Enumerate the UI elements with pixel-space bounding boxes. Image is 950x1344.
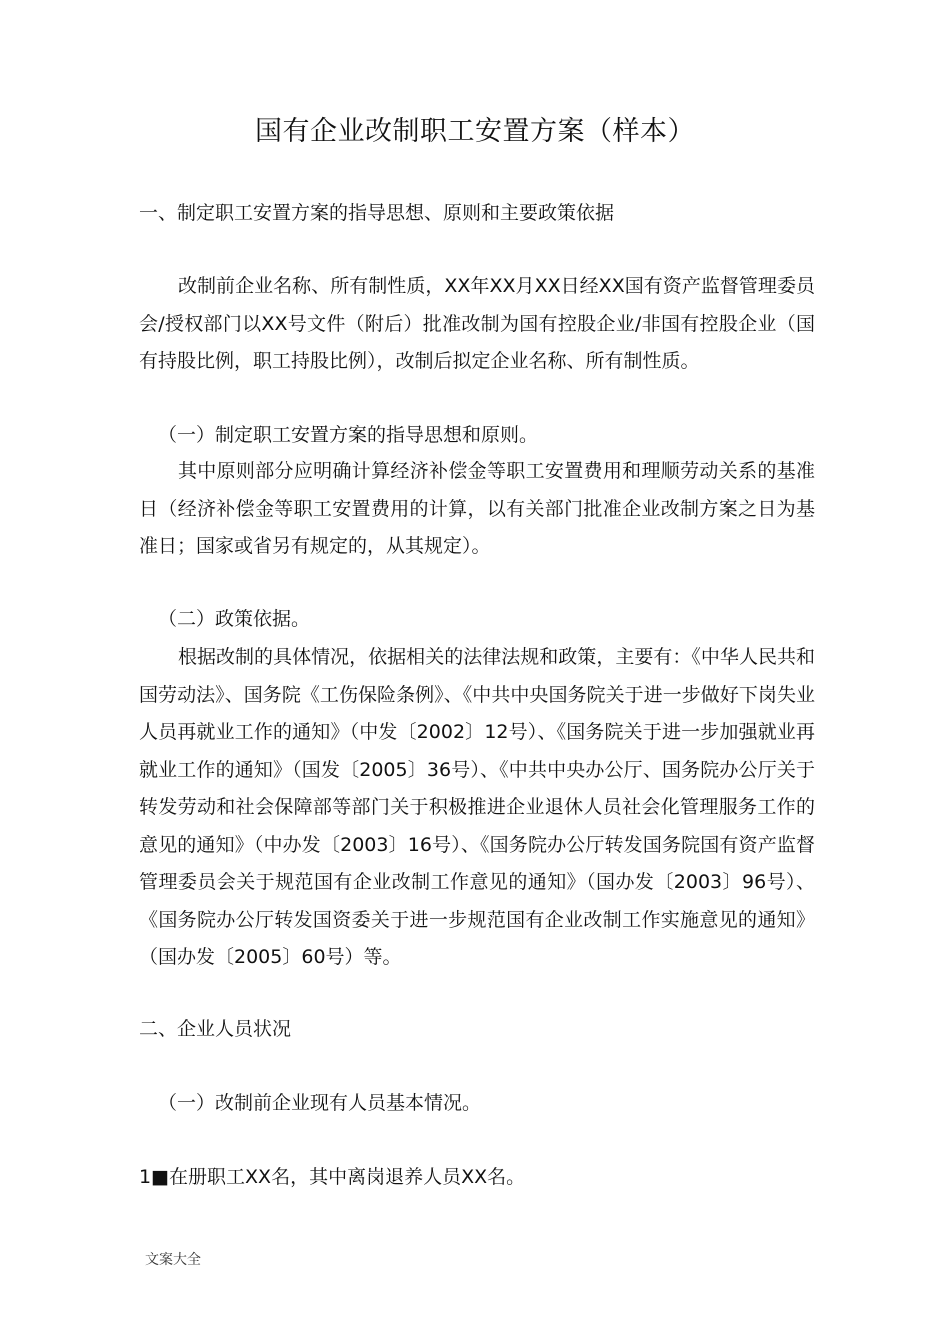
section-heading-1: 一、制定职工安置方案的指导思想、原则和主要政策依据: [139, 202, 615, 224]
subsection-heading-policy-basis: （二）政策依据。: [158, 608, 311, 630]
subsection-heading-guiding-principles: （一）制定职工安置方案的指导思想和原则。: [158, 424, 539, 446]
subsection-heading-current-staff: （一）改制前企业现有人员基本情况。: [158, 1092, 482, 1114]
intro-paragraph: 改制前企业名称、所有制性质，XX年XX月XX日经XX国有资产监督管理委员会/授权部门以XX号文件（附后）批准改制为国有控股企业/非国有控股企业（国有持股比例，职工持股比例），改制后拟定企业名称、所有制性质。: [139, 275, 815, 372]
document-title: 国有企业改制职工安置方案（样本）: [255, 116, 695, 147]
policy-paragraph: 根据改制的具体情况，依据相关的法律法规和政策，主要有：《中华人民共和国劳动法》、国务院《工伤保险条例》、《中共中央国务院关于进一步做好下岗失业人员再就业工作的通知》（中发〔2002〕12号）、《国务院关于进一步加强就业再就业工作的通知》（国发〔2005〕36号）、《中共中央办公厅、国务院办公厅关于转发劳动和社会保障部等部门关于积极推进企业退休人员社会化管理服务工作的意见的通知》（中办发〔2003〕16号）、《国务院办公厅转发国务院国有资产监督管理委员会关于规范国有企业改制工作意见的通知》（国办发〔2003〕96号）、《国务院办公厅转发国资委关于进一步规范国有企业改制工作实施意见的通知》（国办发〔2005〕60号）等。: [139, 646, 815, 968]
list-item-registered-staff: 1■在册职工XX名，其中离岗退养人员XX名。: [139, 1166, 526, 1188]
page-footer: 文案大全: [145, 1252, 201, 1268]
principle-paragraph: 其中原则部分应明确计算经济补偿金等职工安置费用和理顺劳动关系的基准日（经济补偿金等职工安置费用的计算，以有关部门批准企业改制方案之日为基准日；国家或省另有规定的，从其规定）。: [139, 460, 815, 557]
section-heading-2: 二、企业人员状况: [139, 1018, 292, 1040]
